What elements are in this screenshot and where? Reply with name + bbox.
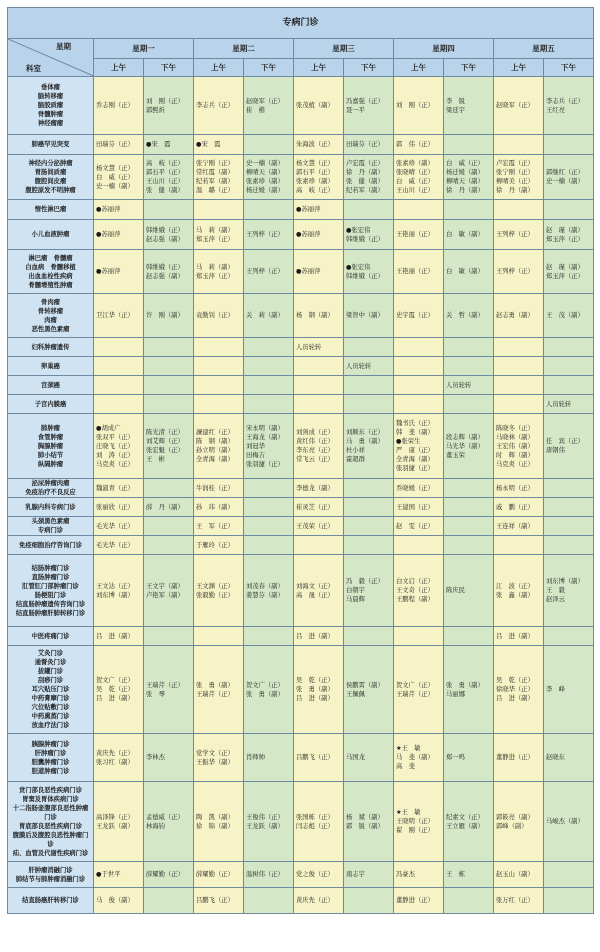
doctor-schedule-cell <box>394 536 444 555</box>
doctor-schedule-cell <box>244 357 294 376</box>
doctor-schedule-cell: 卢宏霞（正） 徐 丹（副） 张 健（副） 纪若军（副） <box>344 155 394 200</box>
doctor-schedule-cell: 温树伟（正） <box>244 862 294 888</box>
day-header-mon: 星期一 <box>94 39 194 59</box>
doctor-schedule-cell: 吕 进（副） <box>494 627 544 646</box>
doctor-schedule-cell <box>194 200 244 220</box>
doctor-schedule-cell: 王列梓（正） <box>244 220 294 250</box>
doctor-schedule-cell <box>544 376 594 395</box>
morning-header: 上午 <box>294 59 344 77</box>
morning-header: 上午 <box>394 59 444 77</box>
doctor-schedule-cell <box>394 376 444 395</box>
doctor-schedule-cell: 王 茂（副） <box>544 294 594 338</box>
doctor-schedule-cell <box>544 338 594 357</box>
department-name: 免疫细胞治疗咨询门诊 <box>8 536 94 555</box>
schedule-row <box>8 862 594 888</box>
doctor-schedule-cell: 李 峰 <box>544 646 594 734</box>
doctor-schedule-cell <box>544 862 594 888</box>
doctor-schedule-cell: 郭 伟（正） <box>394 135 444 155</box>
doctor-schedule-cell <box>444 536 494 555</box>
doctor-schedule-cell <box>444 498 494 517</box>
department-name: 泌尿肿瘤肉瘤 免疫治疗不良反应 <box>8 479 94 498</box>
doctor-schedule-cell <box>544 135 594 155</box>
doctor-schedule-cell: 陈晓冬（正） 马晓林（副） 王宏伟（副） 时 辉（副） 马克炎（正） <box>494 414 544 479</box>
doctor-schedule-cell: 陈光清（正） 刘艾辉（正） 张宏魁（正） 王 彬 <box>144 414 194 479</box>
doctor-schedule-cell: ●苏丽萍 <box>94 200 144 220</box>
doctor-schedule-cell: 王茂荣（正） <box>294 517 344 536</box>
doctor-schedule-cell: 吕鹏飞（正） <box>194 888 244 914</box>
doctor-schedule-cell <box>244 536 294 555</box>
doctor-schedule-cell: 韩维娥（正） 赵志强（副） <box>144 250 194 294</box>
department-name: 肺癌罕见突变 <box>8 135 94 155</box>
schedule-row <box>8 517 594 536</box>
doctor-schedule-cell <box>394 357 444 376</box>
doctor-schedule-cell <box>344 888 394 914</box>
doctor-schedule-cell: 袁勤钊（正） <box>194 294 244 338</box>
department-name: 淋巴瘤 骨髓瘤 白血病 骨髓移植 出血血栓性疾病 骨髓增殖性肿瘤 <box>8 250 94 294</box>
page-title: 专病门诊 <box>8 8 594 39</box>
doctor-schedule-cell: 刘海文（正） 高 晟（正） <box>294 555 344 627</box>
doctor-schedule-cell <box>244 135 294 155</box>
doctor-schedule-cell <box>194 338 244 357</box>
doctor-schedule-cell: 吕鹏飞（正） <box>294 734 344 782</box>
day-header-fri: 星期五 <box>494 39 594 59</box>
department-name: 垂体瘤 脑转移瘤 脑胶质瘤 脊髓肿瘤 神经瘤瘤 <box>8 77 94 135</box>
doctor-schedule-cell <box>544 517 594 536</box>
doctor-schedule-cell: 田瑞芬（正） <box>344 135 394 155</box>
doctor-schedule-cell: ★王 敏 马 斐（副） 高 斐 <box>394 734 444 782</box>
department-name: 卵巢癌 <box>8 357 94 376</box>
doctor-schedule-cell: ●胡成广 张双平（正） 庄晓飞（正） 刘 涛（正） 马克炎（正） <box>94 414 144 479</box>
doctor-schedule-cell: ●苏丽萍 <box>294 220 344 250</box>
doctor-schedule-cell: 王文宇（副） 卢艳军（副） <box>144 555 194 627</box>
doctor-schedule-cell: 刘顺东（正） 马 勇（副） 杜小祥 霍超群 <box>344 414 394 479</box>
doctor-schedule-cell <box>494 536 544 555</box>
doctor-schedule-cell: ●于世平 <box>94 862 144 888</box>
doctor-schedule-cell <box>294 395 344 414</box>
doctor-schedule-cell: 吴 乾（正） 徐晓华（正） 吕 进（副） <box>494 646 544 734</box>
doctor-schedule-cell: 纪素文（正） 王立雁（副） <box>444 782 494 862</box>
doctor-schedule-cell <box>494 395 544 414</box>
doctor-schedule-cell: 赵晓军（正） 崔 楷 <box>244 77 294 135</box>
doctor-schedule-cell: 张茂植（副） <box>294 77 344 135</box>
department-name: 中医疼痛门诊 <box>8 627 94 646</box>
doctor-schedule-cell: 赵玉山（副） <box>494 862 544 888</box>
doctor-schedule-cell: 冯 毅（正） 白朝宇 马晨辉 <box>344 555 394 627</box>
doctor-schedule-cell <box>444 888 494 914</box>
doctor-schedule-cell: 田瑞芬（正） <box>94 135 144 155</box>
doctor-schedule-cell: 段志辉（副） 马光华（副） 董玉荣 <box>444 414 494 479</box>
doctor-schedule-cell: 杨文慧（正） 白 威（正） 史一楠（副） <box>94 155 144 200</box>
schedule-row <box>8 627 594 646</box>
doctor-schedule-cell: 黄庆先（正） 张习红（副） <box>94 734 144 782</box>
doctor-schedule-cell <box>94 338 144 357</box>
schedule-row <box>8 376 594 395</box>
doctor-schedule-cell: 关 莉（副） <box>244 294 294 338</box>
doctor-schedule-cell: 王建国（正） <box>394 498 444 517</box>
doctor-schedule-cell <box>344 517 394 536</box>
doctor-schedule-cell: 史宇霞（正） <box>394 294 444 338</box>
doctor-schedule-cell: ★王 敏 王晓明（正） 翟 刚（正） <box>394 782 444 862</box>
doctor-schedule-cell: 孙 玮（副） <box>194 498 244 517</box>
doctor-schedule-cell <box>144 517 194 536</box>
doctor-schedule-cell: 赵 雯（正） <box>394 517 444 536</box>
doctor-schedule-cell <box>344 498 394 517</box>
afternoon-header: 下午 <box>544 59 594 77</box>
schedule-row <box>8 536 594 555</box>
department-name: 头颈黑色素瘤 专病门诊 <box>8 517 94 536</box>
doctor-schedule-cell: 白 威（正） 杨迁媛（副） 柳晴天（副） 徐 丹（副） <box>444 155 494 200</box>
doctor-schedule-cell: 郭筱亮（副） 郭峰（副） <box>494 782 544 862</box>
doctor-schedule-cell: 王艳丽（正） <box>394 220 444 250</box>
doctor-schedule-cell: ●苏丽萍 <box>294 200 344 220</box>
doctor-schedule-cell <box>444 479 494 498</box>
doctor-schedule-cell: 白 敏（副） <box>444 220 494 250</box>
doctor-schedule-cell: 魏书氏（正） 韩 斐（副） ●张荣生 严 康（正） 全青海（副） 张羽捷（正） <box>394 414 444 479</box>
doctor-schedule-cell <box>144 200 194 220</box>
schedule-row <box>8 414 594 479</box>
schedule-row <box>8 77 594 135</box>
doctor-schedule-cell: 戚 鹏（正） <box>494 498 544 517</box>
doctor-schedule-cell: 毛光华（正） <box>94 517 144 536</box>
doctor-schedule-cell <box>244 338 294 357</box>
doctor-schedule-cell: 江 波（正） 张 鑫（副） <box>494 555 544 627</box>
doctor-schedule-cell: 杨文慧（正） 郭石平（正） 张素珍（副） 高 岐（正） <box>294 155 344 200</box>
doctor-schedule-cell: 赵晓东 <box>544 734 594 782</box>
doctor-schedule-cell <box>244 888 294 914</box>
doctor-schedule-cell: 梁智中（副） <box>344 294 394 338</box>
doctor-schedule-cell <box>144 627 194 646</box>
doctor-schedule-cell: 牛润桂（正） <box>194 479 244 498</box>
doctor-schedule-cell: 冯嘉强（正） 聂一平 <box>344 77 394 135</box>
doctor-schedule-cell: 毛光华（正） <box>94 536 144 555</box>
doctor-schedule-cell <box>494 338 544 357</box>
doctor-schedule-cell <box>144 376 194 395</box>
doctor-schedule-cell <box>194 395 244 414</box>
doctor-schedule-cell: 肖师帅 <box>244 734 294 782</box>
doctor-schedule-cell: 朱海波（正） <box>294 135 344 155</box>
schedule-row <box>8 250 594 294</box>
doctor-schedule-cell: 赵晓军（正） <box>494 77 544 135</box>
doctor-schedule-cell: 高 岐（正） 郭石平（正） 王山川（正） 张 健（副） <box>144 155 194 200</box>
schedule-row <box>8 555 594 627</box>
doctor-schedule-cell: 王 栋 <box>444 862 494 888</box>
doctor-schedule-cell: 乔志刚（正） <box>94 77 144 135</box>
department-name: 结肠肿瘤门诊 直肠肿瘤门诊 肛管肛门部肿瘤门诊 肠梗阻门诊 结直肠肿瘤遗传咨询门诊 结直肠肿瘤肝肺转移门诊 <box>8 555 94 627</box>
doctor-schedule-cell <box>244 517 294 536</box>
schedule-row <box>8 135 594 155</box>
doctor-schedule-cell <box>544 888 594 914</box>
doctor-schedule-cell: ●张宏伟 韩维娥（正） <box>344 250 394 294</box>
schedule-page <box>7 7 593 938</box>
morning-header: 上午 <box>94 59 144 77</box>
doctor-schedule-cell: 侯鹏霄（副） 王佩佩 <box>344 646 394 734</box>
doctor-schedule-cell <box>294 536 344 555</box>
doctor-schedule-cell: 黄庆先（正） <box>294 888 344 914</box>
doctor-schedule-cell: 薛 丹（副） <box>144 498 194 517</box>
doctor-schedule-cell: ●宋 霞 <box>144 135 194 155</box>
department-name: 妇科肿瘤遗传 <box>8 338 94 357</box>
doctor-schedule-cell: 郑一鸣 <box>444 734 494 782</box>
doctor-schedule-cell: 高泽锋（正） 王龙跃（副） <box>94 782 144 862</box>
doctor-schedule-cell <box>244 627 294 646</box>
morning-header: 上午 <box>494 59 544 77</box>
doctor-schedule-cell: 刘剑成（正） 黄红伟（正） 李东亮（正） 常飞云（正） <box>294 414 344 479</box>
doctor-schedule-cell <box>344 376 394 395</box>
doctor-schedule-cell: 贺文广（正） 王瑞芹（正） <box>394 646 444 734</box>
doctor-schedule-cell: 马 莉（副） 郑玉萍（正） <box>194 250 244 294</box>
afternoon-header: 下午 <box>244 59 294 77</box>
doctor-schedule-cell: 郭继红（正） 史一楠（副） <box>544 155 594 200</box>
doctor-schedule-cell: 卫江华（正） <box>94 294 144 338</box>
doctor-schedule-cell: 吕 进（副） <box>294 627 344 646</box>
schedule-row <box>8 200 594 220</box>
doctor-schedule-cell <box>444 395 494 414</box>
doctor-schedule-cell <box>294 357 344 376</box>
doctor-schedule-cell: 人员轮转 <box>544 395 594 414</box>
doctor-schedule-cell: ●苏丽萍 <box>294 250 344 294</box>
doctor-schedule-cell: 李 锐 梁廷宇 <box>444 77 494 135</box>
doctor-schedule-cell: 张万红（正） <box>494 888 544 914</box>
doctor-schedule-cell <box>494 135 544 155</box>
department-name: 神经内分泌肿瘤 胃肠间质瘤 腹腔间皮瘤 腹腔原发不明肿瘤 <box>8 155 94 200</box>
doctor-schedule-cell: 张国栋（正） 闫志彪（正） <box>294 782 344 862</box>
doctor-schedule-cell: 陈庆民 <box>444 555 494 627</box>
doctor-schedule-cell <box>94 376 144 395</box>
doctor-schedule-cell <box>544 536 594 555</box>
doctor-schedule-cell: 卢宏霞（正） 张宁刚（正） 柳晴美（正） 徐 丹（副） <box>494 155 544 200</box>
schedule-row <box>8 734 594 782</box>
doctor-schedule-cell: 濂建红（正） 陈 钢（副） 孙立明（副） 全青海（副） <box>194 414 244 479</box>
doctor-schedule-cell: 冯豪杰 <box>394 862 444 888</box>
department-name: 宫颈癌 <box>8 376 94 395</box>
doctor-schedule-cell <box>544 200 594 220</box>
doctor-schedule-cell: ●宋 霞 <box>194 135 244 155</box>
department-name: 惰性淋巴瘤 <box>8 200 94 220</box>
doctor-schedule-cell <box>394 627 444 646</box>
doctor-schedule-cell <box>244 498 294 517</box>
doctor-schedule-cell: 人员轮转 <box>444 376 494 395</box>
doctor-schedule-cell: 南志宇 <box>344 862 394 888</box>
doctor-schedule-cell: 薛耀勤（正） <box>144 862 194 888</box>
doctor-schedule-cell: 王列梓（正） <box>494 220 544 250</box>
doctor-schedule-cell: 李德龙（副） <box>294 479 344 498</box>
doctor-schedule-cell: 王列梓（正） <box>494 250 544 294</box>
doctor-schedule-cell: 魏淑青（正） <box>94 479 144 498</box>
doctor-schedule-cell: 许 刚（副） <box>144 294 194 338</box>
department-name: 结直肠癌肝转移门诊 <box>8 888 94 914</box>
doctor-schedule-cell: 王 军（正） <box>194 517 244 536</box>
clinic-schedule-table <box>7 7 594 914</box>
morning-header: 上午 <box>194 59 244 77</box>
doctor-schedule-cell: 王列梓（正） <box>244 250 294 294</box>
doctor-schedule-cell: 张宁刚（正） 常红霞（副） 纪若军（副） 温 璐（正） <box>194 155 244 200</box>
doctor-schedule-cell: 韩维娥（正） 赵志强（副） <box>144 220 194 250</box>
doctor-schedule-cell <box>344 479 394 498</box>
doctor-schedule-cell <box>244 395 294 414</box>
schedule-row <box>8 646 594 734</box>
doctor-schedule-cell <box>144 395 194 414</box>
department-name: 小儿血液肿瘤 <box>8 220 94 250</box>
doctor-schedule-cell: 崔灵芝（正） <box>294 498 344 517</box>
doctor-schedule-cell: 于雁玲（正） <box>194 536 244 555</box>
schedule-row <box>8 220 594 250</box>
doctor-schedule-cell: 张 勇（副） 马丽娜 <box>444 646 494 734</box>
doctor-schedule-cell <box>144 536 194 555</box>
day-header-thu: 星期四 <box>394 39 494 59</box>
doctor-schedule-cell: 董静进（正） <box>494 734 544 782</box>
department-name: 胰腺肿瘤门诊 肝肿瘤门诊 胆囊肿瘤门诊 胆道肿瘤门诊 <box>8 734 94 782</box>
doctor-schedule-cell <box>494 200 544 220</box>
schedule-row <box>8 155 594 200</box>
doctor-schedule-cell <box>194 627 244 646</box>
doctor-schedule-cell: 宋永明（副） 王海龙（副） 刘冠华 田梅吉 张羽捷（正） <box>244 414 294 479</box>
doctor-schedule-cell: 李林杰 <box>144 734 194 782</box>
schedule-row <box>8 888 594 914</box>
doctor-schedule-cell: 刘 刚（正） 郭熙炘 <box>144 77 194 135</box>
doctor-schedule-cell: 陶 凯（副） 徐 锦（副） <box>194 782 244 862</box>
afternoon-header: 下午 <box>144 59 194 77</box>
doctor-schedule-cell: 赵 瑾（副） 郑玉萍（正） <box>544 250 594 294</box>
department-name: 艾灸门诊 通督灸门诊 拔罐门诊 刮痧门诊 耳穴贴压门诊 中药膏摩门诊 穴位贴敷门诊 中药熏蒸门诊 放血疗法门诊 <box>8 646 94 734</box>
doctor-schedule-cell <box>444 338 494 357</box>
doctor-schedule-cell <box>344 395 394 414</box>
doctor-schedule-cell: 刘茂春（副） 姜慧芬（副） <box>244 555 294 627</box>
doctor-schedule-cell <box>194 357 244 376</box>
doctor-schedule-cell: 王文渊（正） 张毅勤（正） <box>194 555 244 627</box>
doctor-schedule-cell <box>244 479 294 498</box>
doctor-schedule-cell: 杨永明（正） <box>494 479 544 498</box>
doctor-schedule-cell <box>394 395 444 414</box>
day-header-wed: 星期三 <box>294 39 394 59</box>
doctor-schedule-cell: 赵 瑾（副） 郑玉萍（正） <box>544 220 594 250</box>
doctor-schedule-cell <box>394 200 444 220</box>
doctor-schedule-cell: 王连祥（副） <box>494 517 544 536</box>
doctor-schedule-cell: 张丽欣（正） <box>94 498 144 517</box>
doctor-schedule-cell <box>494 376 544 395</box>
doctor-schedule-cell: 白 敏（副） <box>444 250 494 294</box>
schedule-row <box>8 294 594 338</box>
doctor-schedule-cell <box>144 338 194 357</box>
doctor-schedule-cell: 任 宾（正） 唐钢伟 <box>544 414 594 479</box>
schedule-row <box>8 338 594 357</box>
doctor-schedule-cell: 李志兵（正） <box>194 77 244 135</box>
doctor-schedule-cell <box>444 517 494 536</box>
doctor-schedule-cell: 白文启（正） 王文奇（正） 王鹏程（副） <box>394 555 444 627</box>
doctor-schedule-cell: 党学文（正） 王振华（副） <box>194 734 244 782</box>
weekday-axis-label: 星期 <box>56 42 71 51</box>
doctor-schedule-cell <box>544 498 594 517</box>
doctor-schedule-cell: 孟德威（正） 林海钧 <box>144 782 194 862</box>
doctor-schedule-cell: 刘东博（副） 王 毅 赵泽云 <box>544 555 594 627</box>
doctor-schedule-cell <box>194 376 244 395</box>
department-name: 肺肿瘤 食管肿瘤 胸腺肿瘤 肺小结节 纵隔肿瘤 <box>8 414 94 479</box>
doctor-schedule-cell: 人员轮转 <box>294 338 344 357</box>
doctor-schedule-cell: 杨 钢（副） <box>294 294 344 338</box>
doctor-schedule-cell: 贺文广（正） 张 勇（副） <box>244 646 294 734</box>
doctor-schedule-cell: 赵志勇（副） <box>494 294 544 338</box>
doctor-schedule-cell: 王文达（正） 刘东博（副） <box>94 555 144 627</box>
doctor-schedule-cell: 马 俊（副） <box>94 888 144 914</box>
schedule-row <box>8 395 594 414</box>
day-header-tue: 星期二 <box>194 39 294 59</box>
doctor-schedule-cell: 吴 乾（正） 张 勇（副） 吕 进（副） <box>294 646 344 734</box>
doctor-schedule-cell <box>344 338 394 357</box>
doctor-schedule-cell <box>544 479 594 498</box>
doctor-schedule-cell <box>344 627 394 646</box>
schedule-row <box>8 357 594 376</box>
doctor-schedule-cell: 薛耀勤（正） <box>194 862 244 888</box>
schedule-row <box>8 479 594 498</box>
doctor-schedule-cell: 吕 进（副） <box>94 627 144 646</box>
doctor-schedule-cell <box>244 200 294 220</box>
doctor-schedule-cell <box>144 479 194 498</box>
doctor-schedule-cell: ●苏丽萍 <box>94 250 144 294</box>
doctor-schedule-cell: ●苏丽萍 <box>94 220 144 250</box>
department-name: 骨肉瘤 骨转移瘤 肉瘤 恶性黑色素瘤 <box>8 294 94 338</box>
doctor-schedule-cell <box>394 338 444 357</box>
department-name: 子宫内膜癌 <box>8 395 94 414</box>
header-corner <box>8 39 94 77</box>
doctor-schedule-cell <box>144 888 194 914</box>
doctor-schedule-cell <box>94 357 144 376</box>
doctor-schedule-cell: 王瑞芹（正） 张 琴 <box>144 646 194 734</box>
afternoon-header: 下午 <box>444 59 494 77</box>
doctor-schedule-cell <box>444 135 494 155</box>
schedule-row <box>8 782 594 862</box>
doctor-schedule-cell <box>444 357 494 376</box>
doctor-schedule-cell <box>544 627 594 646</box>
doctor-schedule-cell: 王俊伟（正） 王龙跃（副） <box>244 782 294 862</box>
doctor-schedule-cell: 刘 刚（正） <box>394 77 444 135</box>
doctor-schedule-cell <box>344 536 394 555</box>
afternoon-header: 下午 <box>344 59 394 77</box>
department-name: 肝肿瘤消融门诊 肺结节与肺肿瘤消融门诊 <box>8 862 94 888</box>
doctor-schedule-cell: 史一楠（副） 柳晴天（副） 张素珍（副） 杨迁媛（副） <box>244 155 294 200</box>
doctor-schedule-cell: 李志兵（正） 王红亮 <box>544 77 594 135</box>
doctor-schedule-cell: 马国龙 <box>344 734 394 782</box>
doctor-schedule-cell: 马峻杰（副） <box>544 782 594 862</box>
doctor-schedule-cell <box>244 376 294 395</box>
corner-diagonal <box>8 39 94 77</box>
doctor-schedule-cell: 张素珍（副） 张晓晴（正） 白 威（正） 王山川（正） <box>394 155 444 200</box>
doctor-schedule-cell <box>344 200 394 220</box>
doctor-schedule-cell: 党之俊（正） <box>294 862 344 888</box>
doctor-schedule-cell <box>544 357 594 376</box>
doctor-schedule-cell: 董静进（正） <box>394 888 444 914</box>
doctor-schedule-cell: 杨 斌（副） 郭 锐（副） <box>344 782 394 862</box>
doctor-schedule-cell: ●张宏伟 韩维娥（正） <box>344 220 394 250</box>
doctor-schedule-cell: 张 勇（副） 王瑞芹（正） <box>194 646 244 734</box>
doctor-schedule-cell: 关 哲（副） <box>444 294 494 338</box>
department-axis-label: 科室 <box>26 64 41 73</box>
doctor-schedule-cell: 乔晓媛（正） <box>394 479 444 498</box>
doctor-schedule-cell: 王艳丽（正） <box>394 250 444 294</box>
doctor-schedule-cell <box>94 395 144 414</box>
doctor-schedule-cell: 贺文广（正） 吴 乾（正） 吕 进（副） <box>94 646 144 734</box>
schedule-row <box>8 498 594 517</box>
doctor-schedule-cell: 人员轮转 <box>344 357 394 376</box>
department-name: 乳腺内科专病门诊 <box>8 498 94 517</box>
doctor-schedule-cell <box>144 357 194 376</box>
doctor-schedule-cell: 马 莉（副） 郑玉萍（正） <box>194 220 244 250</box>
doctor-schedule-cell <box>494 357 544 376</box>
doctor-schedule-cell <box>444 200 494 220</box>
department-name: 贲门部良恶性疾病门诊 胃窦及胃体疾病门诊 十二指肠壶腹部良恶性肿瘤门诊 胃底部良恶性疾病门诊 腹膜后及腹腔良恶性肿瘤门诊 疝、血管及代谢性疾病门诊 <box>8 782 94 862</box>
doctor-schedule-cell <box>294 376 344 395</box>
doctor-schedule-cell <box>444 627 494 646</box>
